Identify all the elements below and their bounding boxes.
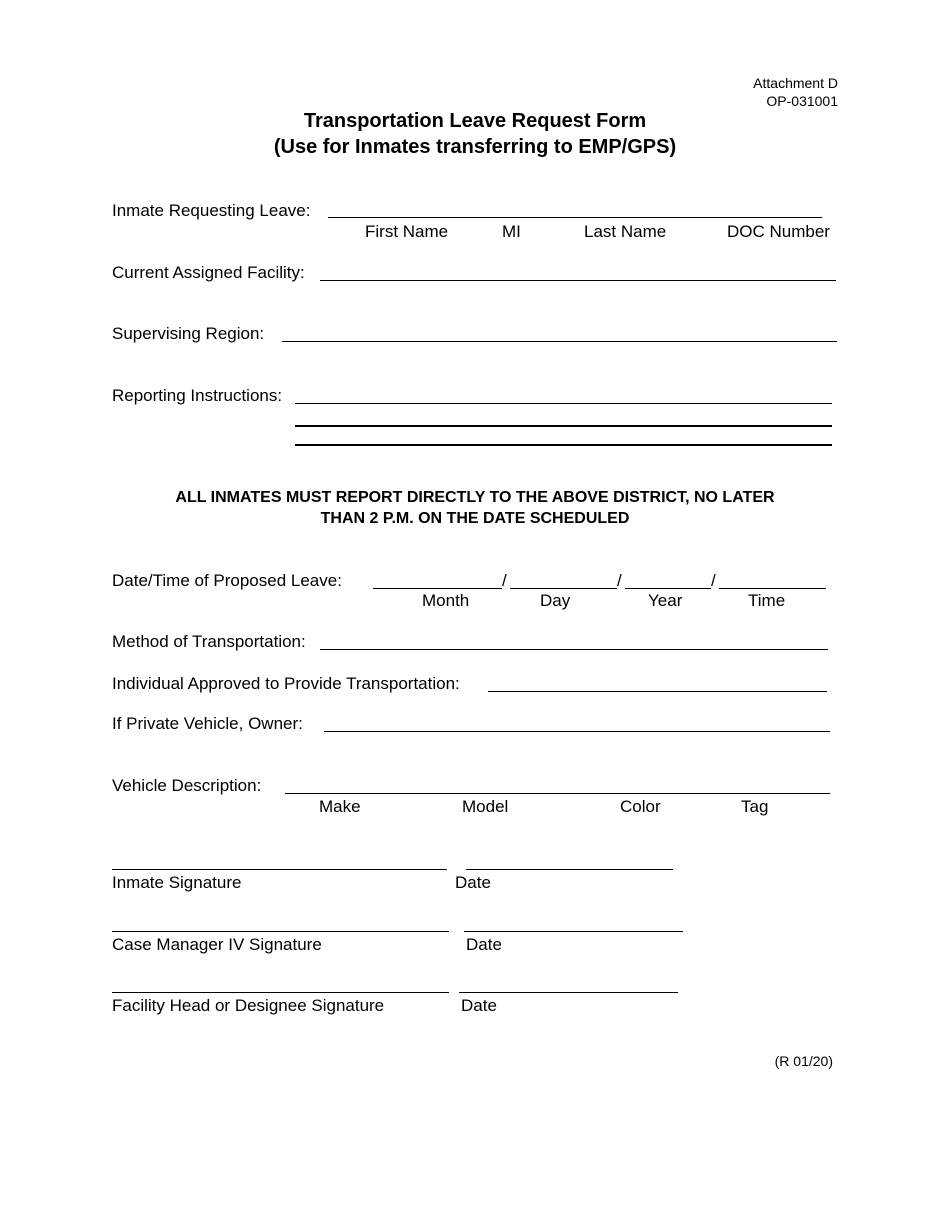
facility-head-signature-line[interactable] xyxy=(112,992,449,993)
facility-head-date-line[interactable] xyxy=(459,992,678,993)
facility-head-signature-label: Facility Head or Designee Signature xyxy=(112,996,385,1015)
mi-caption: MI xyxy=(502,222,521,241)
inmate-date-label: Date xyxy=(455,873,491,892)
reporting-label: Reporting Instructions: xyxy=(112,386,283,405)
vehicle-field-line[interactable] xyxy=(285,793,830,794)
tag-caption: Tag xyxy=(741,797,769,816)
form-subtitle: (Use for Inmates transferring to EMP/GPS) xyxy=(273,136,677,158)
reporting-field-line-3[interactable] xyxy=(295,444,832,446)
vehicle-label: Vehicle Description: xyxy=(112,776,262,795)
region-field-line[interactable] xyxy=(282,341,837,342)
owner-label: If Private Vehicle, Owner: xyxy=(112,714,303,733)
form-title: Transportation Leave Request Form xyxy=(303,110,647,132)
last-name-caption: Last Name xyxy=(584,222,667,241)
individual-label: Individual Approved to Provide Transportation: xyxy=(112,674,460,693)
case-manager-signature-label: Case Manager IV Signature xyxy=(112,935,322,954)
notice-line-2: THAN 2 P.M. ON THE DATE SCHEDULED xyxy=(320,510,630,527)
case-manager-signature-line[interactable] xyxy=(112,931,449,932)
year-caption: Year xyxy=(648,591,683,610)
revision-label: (R 01/20) xyxy=(774,1053,833,1069)
first-name-caption: First Name xyxy=(365,222,449,241)
month-field-line[interactable] xyxy=(373,588,502,589)
individual-field-line[interactable] xyxy=(488,691,827,692)
reporting-field-line-1[interactable] xyxy=(295,403,832,404)
attachment-label: Attachment D xyxy=(753,75,838,91)
inmate-signature-label: Inmate Signature xyxy=(112,873,242,892)
date-separator: / xyxy=(617,571,622,590)
inmate-signature-line[interactable] xyxy=(112,869,447,870)
day-field-line[interactable] xyxy=(510,588,617,589)
notice-line-1: ALL INMATES MUST REPORT DIRECTLY TO THE ABOVE DISTRICT, NO LATER xyxy=(175,489,775,506)
doc-number-caption: DOC Number xyxy=(727,222,830,241)
day-caption: Day xyxy=(540,591,571,610)
facility-head-date-label: Date xyxy=(461,996,497,1015)
region-label: Supervising Region: xyxy=(112,324,265,343)
form-code: OP-031001 xyxy=(766,93,838,109)
time-field-line[interactable] xyxy=(719,588,826,589)
date-separator: / xyxy=(502,571,507,590)
model-caption: Model xyxy=(462,797,509,816)
date-separator: / xyxy=(711,571,716,590)
inmate-field-line[interactable] xyxy=(328,217,822,218)
method-label: Method of Transportation: xyxy=(112,632,306,651)
case-manager-date-line[interactable] xyxy=(464,931,683,932)
color-caption: Color xyxy=(620,797,661,816)
month-caption: Month xyxy=(422,591,470,610)
time-caption: Time xyxy=(748,591,786,610)
inmate-date-line[interactable] xyxy=(466,869,673,870)
owner-field-line[interactable] xyxy=(324,731,830,732)
make-caption: Make xyxy=(319,797,361,816)
method-field-line[interactable] xyxy=(320,649,828,650)
facility-field-line[interactable] xyxy=(320,280,836,281)
facility-label: Current Assigned Facility: xyxy=(112,263,305,282)
date-label: Date/Time of Proposed Leave: xyxy=(112,571,342,590)
reporting-field-line-2[interactable] xyxy=(295,425,832,427)
inmate-label: Inmate Requesting Leave: xyxy=(112,201,311,220)
case-manager-date-label: Date xyxy=(466,935,502,954)
year-field-line[interactable] xyxy=(625,588,711,589)
